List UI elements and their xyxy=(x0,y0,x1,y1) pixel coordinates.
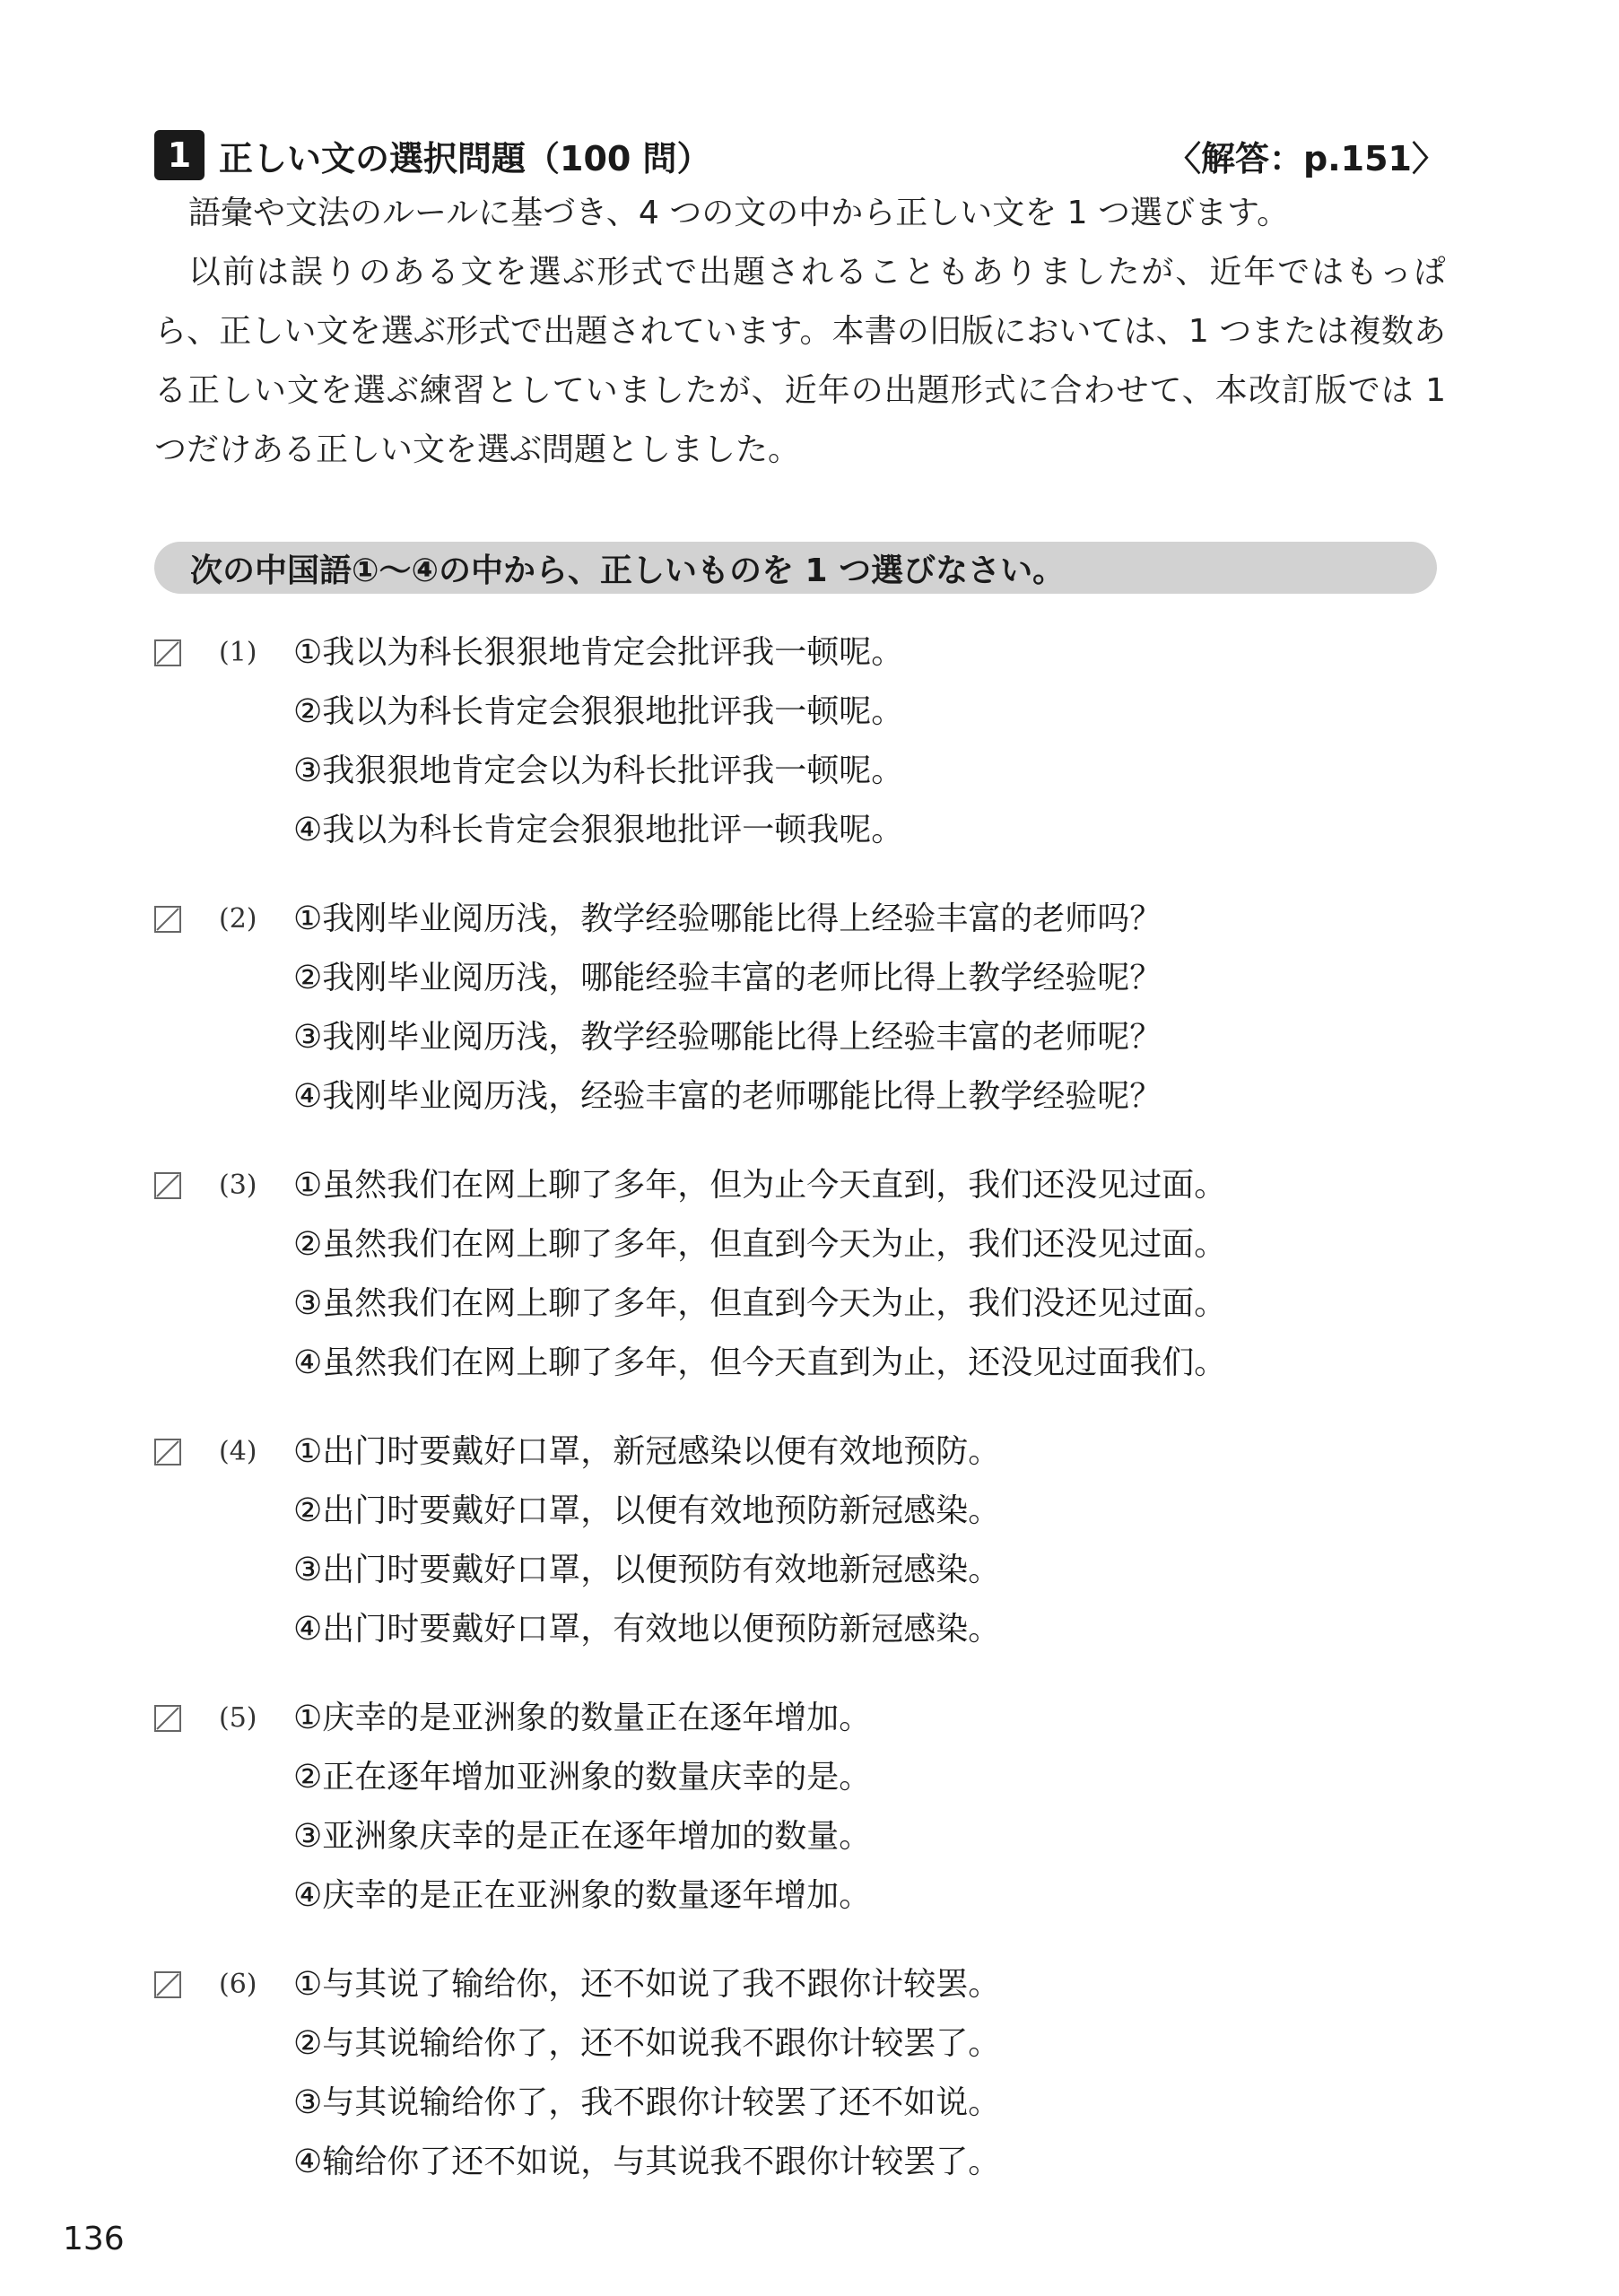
option-1: ①我刚毕业阅历浅，教学经验哪能比得上经验丰富的老师吗？ xyxy=(293,900,1162,937)
option-3: ③我刚毕业阅历浅，教学经验哪能比得上经验丰富的老师呢？ xyxy=(293,1019,1162,1056)
question-number: (1) xyxy=(219,637,257,668)
option-2: ②正在逐年增加亚洲象的数量庆幸的是。 xyxy=(293,1759,872,1796)
option-list xyxy=(293,1955,1000,2192)
option-list xyxy=(293,1156,1226,1393)
section-heading xyxy=(154,127,1446,183)
option-4: ④我刚毕业阅历浅，经验丰富的老师哪能比得上教学经验呢？ xyxy=(293,1078,1162,1115)
option-1: ①我以为科长狠狠地肯定会批评我一顿呢。 xyxy=(293,634,904,671)
option-3: ③亚洲象庆幸的是正在逐年增加的数量。 xyxy=(293,1818,872,1855)
check-box-icon[interactable] xyxy=(154,1971,181,1998)
question-2 xyxy=(154,890,1446,1156)
question-number: (3) xyxy=(219,1170,257,1201)
option-2: ②我以为科长肯定会狠狠地批评我一顿呢。 xyxy=(293,693,904,730)
instruction-text: 次の中国語①～④の中から、正しいものを 1 つ選びなさい。 xyxy=(190,552,1066,589)
option-4: ④虽然我们在网上聊了多年，但今天直到为止，还没见过面我们。 xyxy=(293,1344,1227,1381)
section-number-badge: 1 xyxy=(154,130,205,180)
check-box-icon[interactable] xyxy=(154,906,181,933)
check-box-icon[interactable] xyxy=(154,1705,181,1732)
option-2: ②虽然我们在网上聊了多年，但直到今天为止，我们还没见过面。 xyxy=(293,1226,1227,1263)
option-1: ①庆幸的是亚洲象的数量正在逐年增加。 xyxy=(293,1700,872,1736)
option-2: ②与其说输给你了，还不如说我不跟你计较罢了。 xyxy=(293,2025,1001,2062)
question-list xyxy=(154,623,1446,2222)
section-heading-left xyxy=(154,130,711,180)
option-1: ①出门时要戴好口罩，新冠感染以便有效地预防。 xyxy=(293,1433,1001,1470)
answer-page-reference: 〈解答：p.151〉 xyxy=(1167,138,1446,178)
question-4 xyxy=(154,1422,1446,1689)
check-box-icon[interactable] xyxy=(154,1439,181,1465)
question-3 xyxy=(154,1156,1446,1422)
question-number: (6) xyxy=(219,1969,257,2000)
intro-paragraph-1: 語彙や文法のルールに基づき、4 つの文の中から正しい文を 1 つ選びます。 xyxy=(188,195,1290,231)
option-list xyxy=(293,1689,871,1926)
question-6 xyxy=(154,1955,1446,2222)
option-4: ④出门时要戴好口罩，有效地以便预防新冠感染。 xyxy=(293,1611,1001,1648)
question-number: (2) xyxy=(219,903,257,935)
option-3: ③与其说输给你了，我不跟你计较罢了还不如说。 xyxy=(293,2084,1001,2121)
question-1 xyxy=(154,623,1446,890)
option-1: ①与其说了输给你，还不如说了我不跟你计较罢。 xyxy=(293,1966,1001,2003)
check-box-icon[interactable] xyxy=(154,1172,181,1199)
option-2: ②我刚毕业阅历浅，哪能经验丰富的老师比得上教学经验呢？ xyxy=(293,960,1162,996)
question-number: (4) xyxy=(219,1436,257,1467)
option-1: ①虽然我们在网上聊了多年，但为止今天直到，我们还没见过面。 xyxy=(293,1167,1227,1204)
intro-text xyxy=(154,184,1446,480)
option-4: ④庆幸的是正在亚洲象的数量逐年增加。 xyxy=(293,1877,872,1914)
option-4: ④我以为科长肯定会狠狠地批评一顿我呢。 xyxy=(293,812,904,848)
section-title: 正しい文の選択問題（100 問） xyxy=(219,138,711,178)
question-number: (5) xyxy=(219,1702,257,1734)
option-list xyxy=(293,623,903,860)
option-2: ②出门时要戴好口罩，以便有效地预防新冠感染。 xyxy=(293,1492,1001,1529)
page-number: 136 xyxy=(63,2221,125,2257)
option-3: ③虽然我们在网上聊了多年，但直到今天为止，我们没还见过面。 xyxy=(293,1285,1227,1322)
option-3: ③我狠狠地肯定会以为科长批评我一顿呢。 xyxy=(293,752,904,789)
option-list xyxy=(293,890,1162,1126)
option-list xyxy=(293,1422,1000,1659)
check-box-icon[interactable] xyxy=(154,639,181,666)
intro-paragraph-2: 以前は誤りのある文を選ぶ形式で出題されることもありましたが、近年ではもっぱら、正しい文を選ぶ形式で出題されています。本書の旧版においては、1 つまたは複数ある正しい文を選ぶ練習としていましたが、近年の出題形式に合わせて、本改訂版では 1 つだけある正しい文を選ぶ問題としました。 xyxy=(154,254,1446,468)
option-3: ③出门时要戴好口罩，以便预防有效地新冠感染。 xyxy=(293,1552,1001,1588)
instruction-banner xyxy=(154,542,1437,594)
question-5 xyxy=(154,1689,1446,1955)
option-4: ④输给你了还不如说，与其说我不跟你计较罢了。 xyxy=(293,2144,1001,2180)
